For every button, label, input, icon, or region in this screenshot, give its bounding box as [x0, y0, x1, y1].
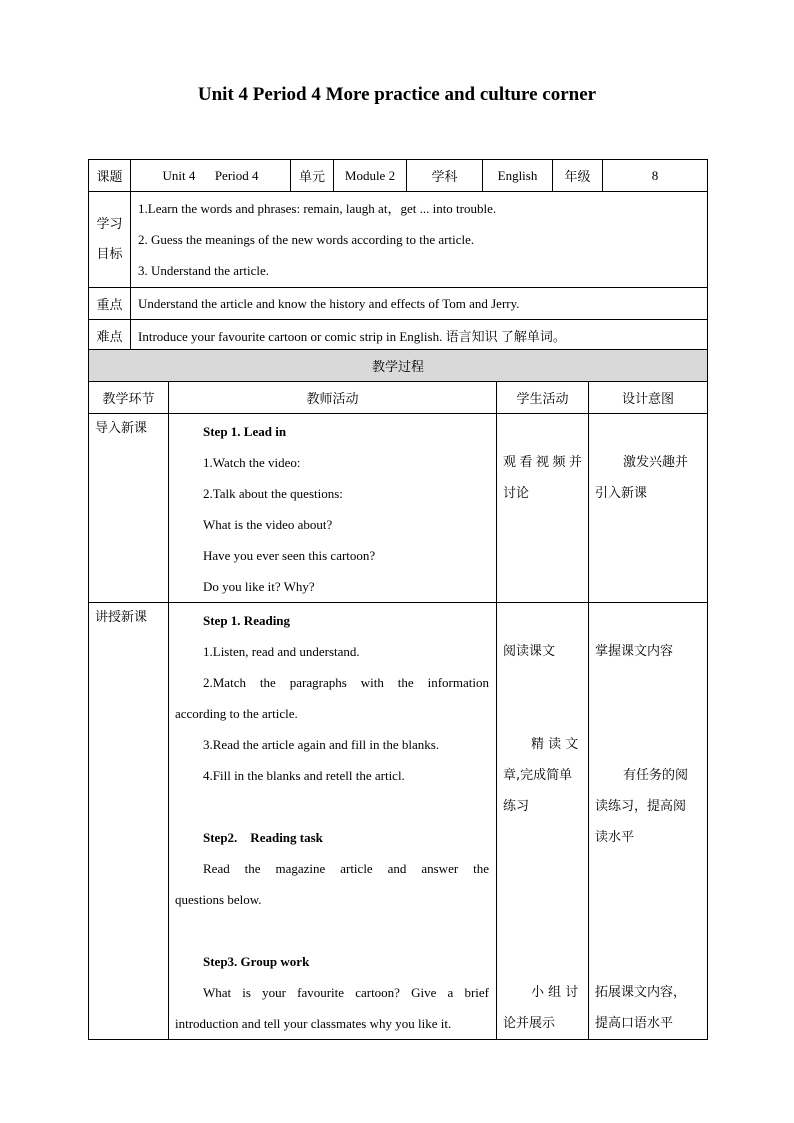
student-activity-line: 论并展示 [503, 1016, 556, 1031]
process-heading-row [89, 350, 708, 382]
reading-line: 1.Listen, read and understand. [203, 644, 360, 659]
lead-in-line: Have you ever seen this cartoon? [203, 548, 376, 563]
group-work-line: introduction and tell your classmates why you like it. [175, 1016, 452, 1031]
new-lesson-student-activity [497, 603, 589, 1040]
lead-in-student-line: 观看视频并 [503, 455, 582, 470]
lead-in-teacher-activity [169, 414, 497, 603]
lead-in-line: 1.Watch the video: [203, 455, 301, 470]
col-stage-header: 教学环节 [89, 382, 169, 414]
unit-value: Module 2 [334, 160, 407, 192]
new-lesson-stage-label: 讲授新课 [95, 610, 148, 625]
objectives-label-line2: 目标 [96, 246, 123, 262]
design-intent-line: 提高口语水平 [595, 1016, 674, 1031]
lead-in-line: Do you like it? Why? [203, 579, 315, 594]
reading-task-line: Read the magazine article and answer the [203, 861, 489, 876]
design-intent-line: 拓展课文内容， [595, 985, 687, 1000]
new-lesson-stage [89, 603, 169, 1040]
lead-in-design-intent [589, 414, 708, 603]
lead-in-stage-label: 导入新课 [95, 421, 148, 436]
key-point-label: 重点 [89, 288, 131, 320]
reading-task-step-title: Step2. Reading task [203, 830, 323, 845]
group-work-step-title: Step3. Group work [203, 954, 310, 969]
reading-line: according to the article. [175, 706, 298, 721]
new-lesson-row [89, 603, 708, 1040]
subject-value: English [483, 160, 553, 192]
reading-task-line: questions below. [175, 892, 262, 907]
objective-item: 1.Learn the words and phrases: remain, laugh at，get ... into trouble. [138, 201, 497, 216]
design-intent-line: 掌握课文内容 [595, 644, 674, 659]
lead-in-row [89, 414, 708, 603]
lead-in-stage [89, 414, 169, 603]
objectives-row [89, 192, 708, 288]
grade-value: 8 [603, 160, 708, 192]
lead-in-step-title: Step 1. Lead in [203, 424, 287, 439]
col-teacher-header: 教师活动 [169, 382, 497, 414]
lead-in-student-activity [497, 414, 589, 603]
objectives-label [89, 192, 131, 288]
key-point-text: Understand the article and know the history and effects of Tom and Jerry. [131, 288, 708, 320]
difficulty-label: 难点 [89, 320, 131, 351]
reading-line: 2.Match the paragraphs with the information [203, 675, 489, 690]
topic-label: 课题 [89, 160, 131, 192]
page-title: Unit 4 Period 4 More practice and culture corner [197, 84, 597, 105]
process-heading: 教学过程 [89, 350, 708, 382]
difficulty-text: Introduce your favourite cartoon or comic strip in English. 语言知识 了解单词。 [131, 320, 708, 351]
difficulty-row [89, 320, 708, 351]
reading-line: 3.Read the article again and fill in the blanks. [203, 737, 440, 752]
student-activity-line: 练习 [503, 799, 530, 814]
student-activity-line: 阅读课文 [503, 644, 556, 659]
new-lesson-design-intent [589, 603, 708, 1040]
col-student-header: 学生活动 [497, 382, 589, 414]
objectives-content [131, 192, 708, 288]
lesson-info-table [88, 159, 708, 351]
subject-label: 学科 [407, 160, 483, 192]
student-activity-line: 小 组 讨 [531, 985, 579, 1000]
header-row [89, 160, 708, 192]
student-activity-line: 精 读 文 [531, 737, 579, 752]
reading-line: 4.Fill in the blanks and retell the articl. [203, 768, 405, 783]
teaching-process-table [88, 349, 708, 1040]
key-point-row [89, 288, 708, 320]
grade-label: 年级 [553, 160, 603, 192]
objective-item: 2. Guess the meanings of the new words according to the article. [138, 232, 475, 247]
new-lesson-teacher-activity [169, 603, 497, 1040]
objective-item: 3. Understand the article. [138, 263, 270, 278]
lead-in-design-line: 激发兴趣并 [623, 455, 689, 470]
lead-in-line: What is the video about? [203, 517, 333, 532]
design-intent-line: 读水平 [595, 830, 635, 845]
lead-in-design-line: 引入新课 [595, 486, 648, 501]
design-intent-line: 有任务的阅 [623, 768, 689, 783]
group-work-line: What is your favourite cartoon? Give a brief [203, 985, 489, 1000]
process-column-header-row [89, 382, 708, 414]
design-intent-line: 读练习，提高阅 [595, 799, 687, 814]
reading-step-title: Step 1. Reading [203, 613, 291, 628]
lead-in-student-line: 讨论 [503, 486, 530, 501]
unit-label: 单元 [291, 160, 334, 192]
lead-in-line: 2.Talk about the questions: [203, 486, 343, 501]
objectives-label-line1: 学习 [96, 216, 123, 232]
student-activity-line: 章,完成简单 [503, 768, 573, 783]
topic-value: Unit 4 Period 4 [131, 160, 291, 192]
col-design-header: 设计意图 [589, 382, 708, 414]
